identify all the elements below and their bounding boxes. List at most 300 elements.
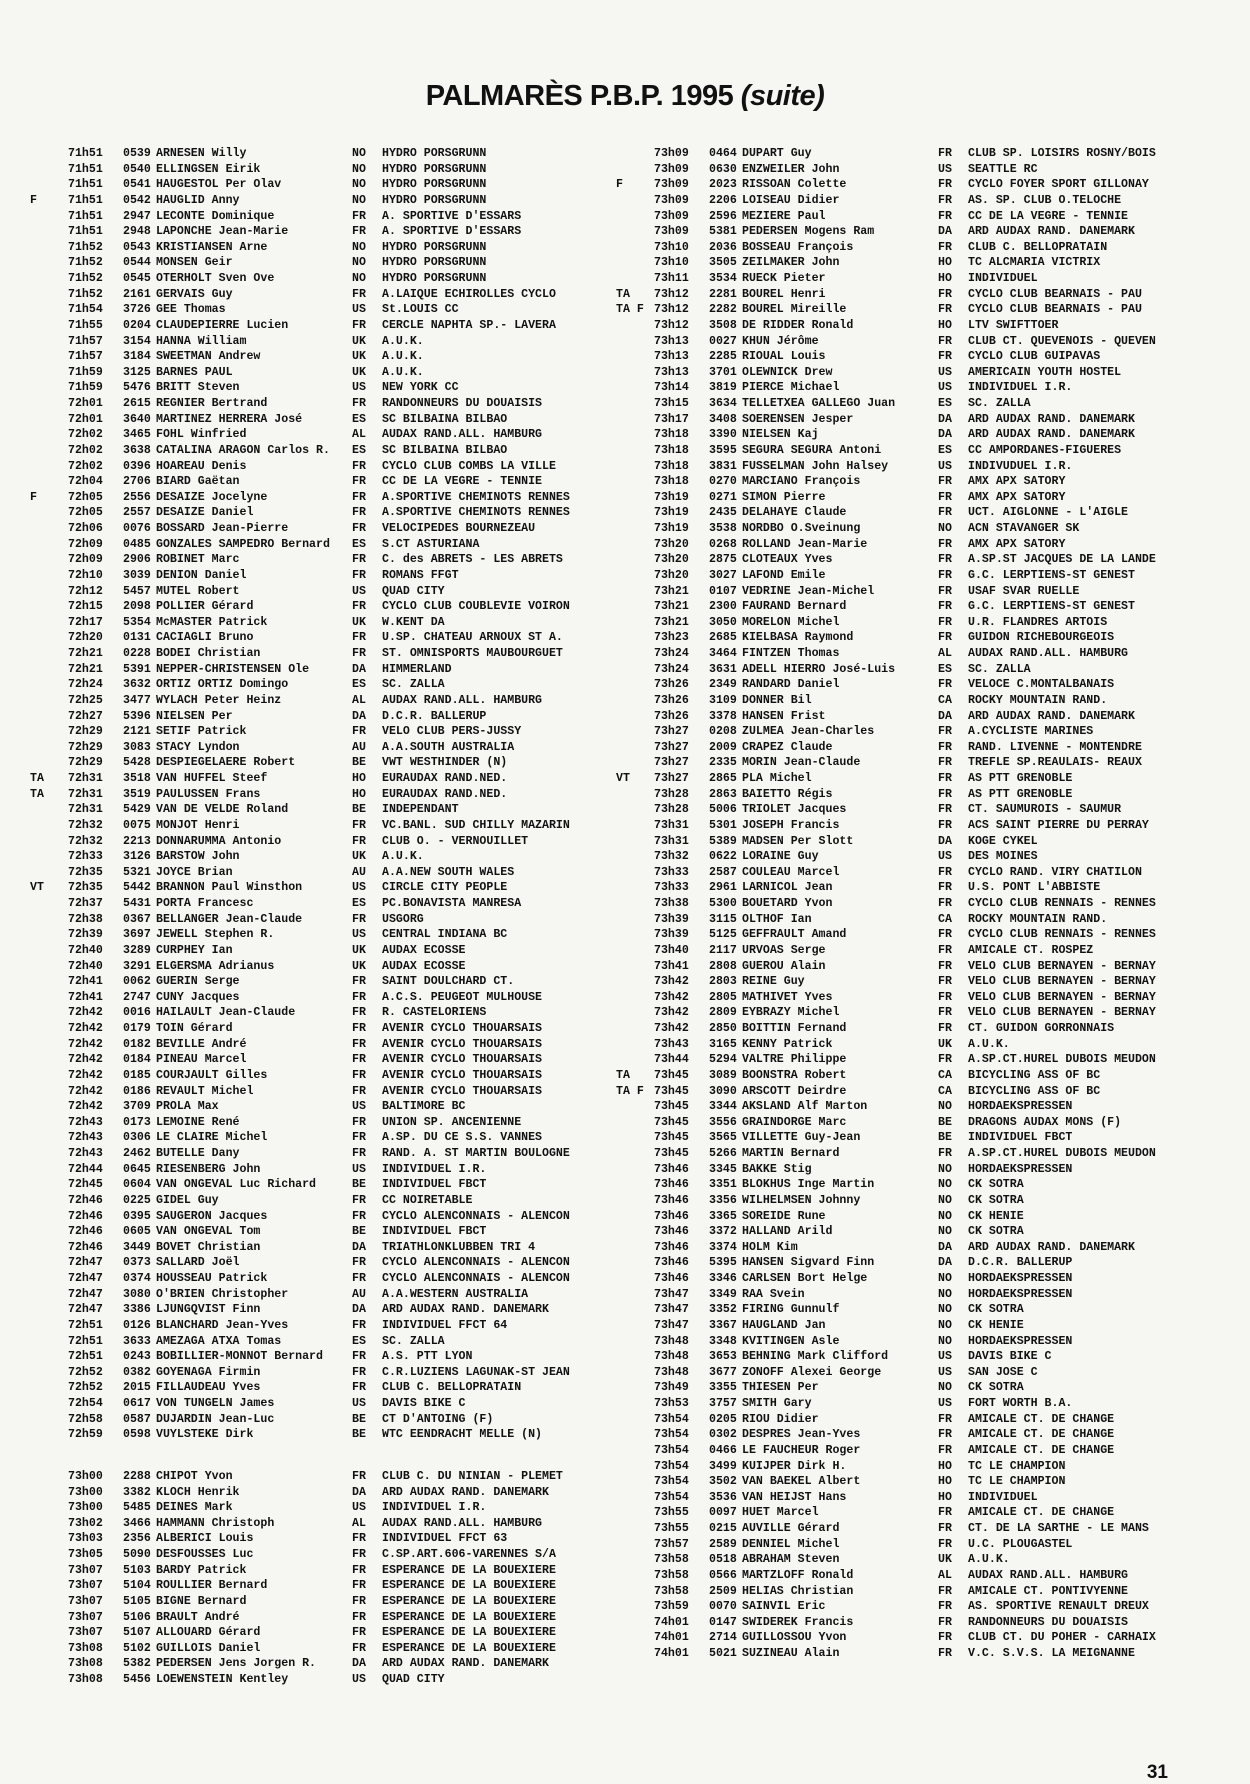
- result-row: [0, 1271, 620, 1287]
- rider-number: 0302: [709, 1428, 737, 1442]
- rider-number: 3378: [709, 709, 737, 723]
- nationality: US: [352, 303, 366, 317]
- rider-number: 2809: [709, 1006, 737, 1020]
- rider-name: BUTELLE Dany: [156, 1147, 240, 1160]
- rider-number: 0228: [123, 647, 151, 660]
- result-row: [612, 1630, 1242, 1646]
- nationality: US: [352, 1501, 366, 1515]
- club-name: CK SOTRA: [968, 1225, 1024, 1239]
- rider-name: ZULMEA Jean-Charles: [742, 725, 875, 739]
- finish-time: 73h26: [654, 678, 689, 692]
- nationality: FR: [352, 490, 366, 504]
- nationality: FR: [938, 928, 952, 942]
- finish-time: 73h11: [654, 272, 689, 285]
- nationality: DA: [352, 1485, 366, 1499]
- club-name: A.A.SOUTH AUSTRALIA: [382, 740, 515, 754]
- rider-number: 0182: [123, 1037, 151, 1051]
- finish-time: 72h33: [68, 850, 103, 864]
- nationality: DA: [938, 834, 952, 848]
- club-name: CLUB CT. DU POHER - CARHAIX: [968, 1631, 1156, 1645]
- result-row: [612, 1427, 1242, 1443]
- result-row: [612, 162, 1242, 178]
- rider-number: 3154: [123, 334, 151, 348]
- club-name: BALTIMORE BC: [382, 1100, 466, 1114]
- nationality: US: [352, 1100, 366, 1114]
- finish-time: 73h45: [654, 1131, 689, 1145]
- finish-time: 72h27: [68, 709, 103, 723]
- finish-time: 72h02: [68, 459, 103, 473]
- club-name: CLUB C. DU NINIAN - PLEMET: [382, 1469, 563, 1483]
- finish-time: 73h27: [654, 725, 689, 739]
- finish-time: 73h13: [654, 350, 689, 364]
- club-name: WTC EENDRACHT MELLE (N): [382, 1428, 543, 1442]
- rider-name: VAN HUFFEL Steef: [156, 772, 268, 785]
- club-name: St.LOUIS CC: [382, 303, 459, 317]
- category-flag: F: [30, 490, 37, 504]
- finish-time: 74h01: [654, 1631, 689, 1645]
- nationality: HO: [352, 772, 366, 785]
- finish-time: 72h25: [68, 693, 103, 707]
- rider-name: PEDERSEN Jens Jorgen R.: [156, 1657, 317, 1671]
- nationality: DA: [938, 709, 952, 723]
- rider-number: 0617: [123, 1397, 151, 1410]
- page-number: 31: [1146, 1762, 1168, 1783]
- result-row: [612, 1209, 1242, 1225]
- rider-number: 0540: [123, 162, 151, 176]
- nationality: DA: [352, 1657, 366, 1671]
- rider-number: 0518: [709, 1553, 737, 1567]
- rider-name: ARNESEN Willy: [156, 147, 247, 160]
- nationality: FR: [938, 615, 952, 629]
- result-row: [612, 1193, 1242, 1209]
- result-row: [0, 1641, 620, 1657]
- nationality: FR: [352, 522, 366, 535]
- category-flag: TA F: [616, 303, 644, 317]
- finish-time: 73h18: [654, 459, 689, 473]
- rider-name: ARSCOTT Deirdre: [742, 1084, 847, 1098]
- finish-time: 72h02: [68, 428, 103, 442]
- nationality: FR: [938, 178, 952, 192]
- rider-number: 5457: [123, 584, 151, 598]
- result-row: [612, 1490, 1242, 1506]
- rider-name: DESPRES Jean-Yves: [742, 1428, 861, 1442]
- finish-time: 72h52: [68, 1381, 103, 1395]
- nationality: FR: [352, 1318, 366, 1332]
- rider-number: 0382: [123, 1365, 151, 1379]
- finish-time: 73h19: [654, 506, 689, 520]
- result-row: [612, 912, 1242, 928]
- rider-name: PLA Michel: [742, 772, 812, 785]
- result-row: [0, 1625, 620, 1641]
- club-name: A.SP. DU CE S.S. VANNES: [382, 1131, 543, 1145]
- club-name: CLUB SP. LOISIRS ROSNY/BOIS: [968, 147, 1156, 160]
- rider-number: 0131: [123, 631, 151, 645]
- result-row: [612, 537, 1242, 553]
- club-name: CYCLO CLUB BEARNAIS - PAU: [968, 287, 1142, 301]
- club-name: A.U.K.: [382, 850, 424, 864]
- result-row: [612, 1115, 1242, 1131]
- result-row: [612, 240, 1242, 256]
- rider-number: 3090: [709, 1084, 737, 1098]
- finish-time: 73h21: [654, 584, 689, 598]
- finish-time: 73h09: [654, 209, 689, 223]
- rider-number: 0630: [709, 162, 737, 176]
- nationality: ES: [352, 412, 366, 426]
- finish-time: 73h55: [654, 1522, 689, 1535]
- rider-name: BEVILLE André: [156, 1037, 247, 1051]
- rider-name: VILLETTE Guy-Jean: [742, 1131, 861, 1145]
- nationality: AL: [352, 693, 366, 707]
- finish-time: 73h18: [654, 428, 689, 442]
- nationality: US: [938, 381, 952, 395]
- rider-number: 5382: [123, 1657, 151, 1671]
- nationality: FR: [938, 772, 952, 785]
- club-name: TC ALCMARIA VICTRIX: [968, 256, 1101, 270]
- finish-time: 73h53: [654, 1397, 689, 1410]
- club-name: A.A.NEW SOUTH WALES: [382, 865, 515, 879]
- rider-name: LOEWENSTEIN Kentley: [156, 1673, 289, 1686]
- club-name: SC BILBAINA BILBAO: [382, 443, 508, 457]
- result-row: [0, 1516, 620, 1532]
- result-row: [612, 943, 1242, 959]
- result-row: [0, 880, 620, 896]
- club-name: USGORG: [382, 912, 424, 926]
- rider-name: MARTZLOFF Ronald: [742, 1568, 854, 1582]
- club-name: USAF SVAR RUELLE: [968, 584, 1080, 598]
- rider-name: LE FAUCHEUR Roger: [742, 1443, 861, 1457]
- result-row: [0, 349, 620, 365]
- nationality: FR: [938, 1428, 952, 1442]
- club-name: SAN JOSE C: [968, 1365, 1038, 1379]
- finish-time: 73h18: [654, 475, 689, 489]
- nationality: FR: [938, 1443, 952, 1457]
- rider-number: 5389: [709, 834, 737, 848]
- club-name: INDIVIDUEL FFCT 63: [382, 1532, 508, 1546]
- finish-time: 73h09: [654, 147, 689, 160]
- nationality: FR: [938, 1006, 952, 1020]
- result-row: [0, 162, 620, 178]
- result-row: [612, 755, 1242, 771]
- finish-time: 73h10: [654, 240, 689, 254]
- nationality: FR: [352, 1006, 366, 1020]
- rider-number: 5104: [123, 1579, 151, 1593]
- rider-number: 2098: [123, 600, 151, 614]
- result-row: [612, 1162, 1242, 1178]
- result-row: [0, 1485, 620, 1501]
- rider-number: 3039: [123, 568, 151, 582]
- rider-number: 5106: [123, 1610, 151, 1624]
- rider-number: 2808: [709, 959, 737, 973]
- club-name: GUIDON RICHEBOURGEOIS: [968, 631, 1115, 645]
- club-name: RAND. A. ST MARTIN BOULOGNE: [382, 1147, 570, 1160]
- result-row: [612, 1005, 1242, 1021]
- nationality: FR: [352, 1037, 366, 1051]
- club-name: CYCLO CLUB RENNAIS - RENNES: [968, 928, 1156, 942]
- rider-number: 2015: [123, 1381, 151, 1395]
- nationality: FR: [938, 1600, 952, 1614]
- nationality: FR: [938, 350, 952, 364]
- nationality: FR: [938, 537, 952, 551]
- rider-number: 0598: [123, 1428, 151, 1442]
- rider-name: PAULUSSEN Frans: [156, 787, 261, 801]
- rider-name: ROULLIER Bernard: [156, 1579, 268, 1593]
- finish-time: 73h41: [654, 959, 689, 973]
- nationality: FR: [938, 584, 952, 598]
- rider-number: 0605: [123, 1225, 151, 1239]
- rider-name: JEWELL Stephen R.: [156, 928, 275, 942]
- result-row: [0, 1469, 620, 1485]
- club-name: ARD AUDAX RAND. DANEMARK: [968, 1240, 1135, 1254]
- rider-name: BRITT Steven: [156, 381, 240, 395]
- rider-number: 5456: [123, 1673, 151, 1686]
- result-row: [612, 224, 1242, 240]
- club-name: A.SP.ST JACQUES DE LA LANDE: [968, 553, 1156, 567]
- nationality: FR: [352, 209, 366, 223]
- result-row: [612, 724, 1242, 740]
- finish-time: 73h21: [654, 600, 689, 614]
- rider-name: CLAUDEPIERRE Lucien: [156, 318, 289, 332]
- rider-name: DESPIEGELAERE Robert: [156, 756, 296, 770]
- rider-number: 0542: [123, 193, 151, 207]
- result-row: [0, 412, 620, 428]
- nationality: FR: [938, 568, 952, 582]
- rider-name: HELIAS Christian: [742, 1584, 854, 1598]
- result-row: [0, 1146, 620, 1162]
- nationality: FR: [352, 990, 366, 1004]
- rider-name: VEDRINE Jean-Michel: [742, 584, 875, 598]
- rider-number: 5391: [123, 662, 151, 676]
- club-name: HORDAEKSPRESSEN: [968, 1334, 1073, 1348]
- result-row: [0, 193, 620, 209]
- rider-number: 3109: [709, 693, 737, 707]
- rider-name: SAUGERON Jacques: [156, 1209, 268, 1223]
- result-row: [612, 302, 1242, 318]
- nationality: FR: [352, 912, 366, 926]
- result-row: [612, 146, 1242, 162]
- rider-number: 3726: [123, 303, 151, 317]
- nationality: BE: [352, 1428, 366, 1442]
- rider-name: BIARD Gaëtan: [156, 475, 240, 489]
- nationality: FR: [938, 881, 952, 895]
- nationality: UK: [352, 959, 366, 973]
- finish-time: 72h39: [68, 928, 103, 942]
- nationality: FR: [352, 1068, 366, 1082]
- rider-name: ZEILMAKER John: [742, 256, 840, 270]
- nationality: UK: [938, 1553, 952, 1567]
- club-name: A.C.S. PEUGEOT MULHOUSE: [382, 990, 543, 1004]
- rider-name: HANNA William: [156, 334, 247, 348]
- rider-number: 0543: [123, 240, 151, 254]
- result-row: [0, 1547, 620, 1563]
- rider-name: PINEAU Marcel: [156, 1053, 247, 1067]
- result-row: [0, 662, 620, 678]
- rider-number: 0225: [123, 1193, 151, 1207]
- finish-time: 71h51: [68, 193, 103, 207]
- nationality: UK: [352, 615, 366, 629]
- rider-name: MADSEN Per Slott: [742, 834, 854, 848]
- rider-number: 3382: [123, 1485, 151, 1499]
- rider-number: 3499: [709, 1459, 737, 1473]
- club-name: VELOCIPEDES BOURNEZEAU: [382, 522, 536, 535]
- rider-name: NIELSEN Kaj: [742, 428, 819, 442]
- result-row: [612, 568, 1242, 584]
- nationality: FR: [352, 475, 366, 489]
- finish-time: 73h45: [654, 1147, 689, 1160]
- nationality: AL: [938, 647, 952, 660]
- result-row: [612, 584, 1242, 600]
- club-name: A.SP.CT.HUREL DUBOIS MEUDON: [968, 1053, 1156, 1067]
- rider-number: 0541: [123, 178, 151, 192]
- finish-time: 72h51: [68, 1318, 103, 1332]
- rider-number: 3089: [709, 1068, 737, 1082]
- nationality: FR: [352, 1532, 366, 1546]
- result-row: [0, 318, 620, 334]
- rider-number: 2435: [709, 506, 737, 520]
- rider-number: 3374: [709, 1240, 737, 1254]
- rider-number: 3508: [709, 318, 737, 332]
- result-row: [0, 1427, 620, 1443]
- nationality: FR: [938, 803, 952, 817]
- result-row: [0, 1037, 620, 1053]
- club-name: VELO CLUB BERNAYEN - BERNAY: [968, 1006, 1156, 1020]
- rider-number: 0373: [123, 1256, 151, 1270]
- rider-name: HUET Marcel: [742, 1506, 819, 1520]
- nationality: FR: [938, 553, 952, 567]
- rider-name: REGNIER Bertrand: [156, 397, 268, 410]
- rider-number: 2281: [709, 287, 737, 301]
- nationality: FR: [938, 897, 952, 910]
- nationality: BE: [938, 1115, 952, 1129]
- nationality: UK: [352, 365, 366, 379]
- club-name: HORDAEKSPRESSEN: [968, 1272, 1073, 1285]
- rider-number: 5442: [123, 881, 151, 895]
- club-name: AMICALE CT. DE CHANGE: [968, 1443, 1115, 1457]
- finish-time: 73h00: [68, 1469, 103, 1483]
- rider-number: 3365: [709, 1209, 737, 1223]
- club-name: AVENIR CYCLO THOUARSAIS: [382, 1068, 543, 1082]
- rider-name: MORIN Jean-Claude: [742, 756, 861, 770]
- club-name: ARD AUDAX RAND. DANEMARK: [382, 1303, 549, 1317]
- rider-name: PIERCE Michael: [742, 381, 840, 395]
- rider-name: DONNARUMMA Antonio: [156, 834, 282, 848]
- finish-time: 71h59: [68, 365, 103, 379]
- nationality: CA: [938, 912, 952, 926]
- club-name: CYCLO RAND. VIRY CHATILON: [968, 865, 1142, 879]
- result-row: [612, 1037, 1242, 1053]
- rider-number: 3466: [123, 1516, 151, 1530]
- nationality: AL: [352, 428, 366, 442]
- rider-number: 2947: [123, 209, 151, 223]
- rider-name: GEE Thomas: [156, 303, 226, 317]
- rider-name: HOLM Kim: [742, 1240, 798, 1254]
- rider-name: THIESEN Per: [742, 1381, 819, 1395]
- rider-number: 3356: [709, 1193, 737, 1207]
- club-name: VC.BANL. SUD CHILLY MAZARIN: [382, 818, 570, 832]
- finish-time: 73h20: [654, 568, 689, 582]
- finish-time: 73h46: [654, 1193, 689, 1207]
- finish-time: 73h54: [654, 1443, 689, 1457]
- rider-number: 3372: [709, 1225, 737, 1239]
- nationality: DA: [352, 709, 366, 723]
- rider-number: 3519: [123, 787, 151, 801]
- finish-time: 73h45: [654, 1084, 689, 1098]
- rider-name: CUNY Jacques: [156, 990, 240, 1004]
- nationality: FR: [352, 1256, 366, 1270]
- finish-time: 73h07: [68, 1626, 103, 1640]
- club-name: R. CASTELORIENS: [382, 1006, 487, 1020]
- rider-name: GUEROU Alain: [742, 959, 826, 973]
- rider-number: 3697: [123, 928, 151, 942]
- result-row: [612, 318, 1242, 334]
- rider-number: 5125: [709, 928, 737, 942]
- rider-name: VAN HEIJST Hans: [742, 1490, 847, 1504]
- club-name: C.R.LUZIENS LAGUNAK-ST JEAN: [382, 1365, 570, 1379]
- nationality: FR: [352, 1022, 366, 1035]
- finish-time: 72h47: [68, 1272, 103, 1285]
- finish-time: 72h09: [68, 537, 103, 551]
- rider-name: OLEWNICK Drew: [742, 365, 833, 379]
- rider-name: BOUREL Henri: [742, 287, 826, 301]
- finish-time: 71h57: [68, 334, 103, 348]
- rider-number: 5354: [123, 615, 151, 629]
- rider-name: REINE Guy: [742, 975, 805, 989]
- page-title: [0, 80, 1250, 113]
- result-row: [0, 1302, 620, 1318]
- nationality: NO: [938, 1209, 952, 1223]
- nationality: CA: [938, 1084, 952, 1098]
- nationality: DA: [938, 428, 952, 442]
- finish-time: 73h46: [654, 1256, 689, 1270]
- rider-name: HAUGLAND Jan: [742, 1318, 826, 1332]
- rider-number: 0622: [709, 850, 737, 864]
- rider-name: PROLA Max: [156, 1100, 219, 1114]
- rider-name: KRISTIANSEN Arne: [156, 240, 268, 254]
- rider-number: 3291: [123, 959, 151, 973]
- result-row: [0, 693, 620, 709]
- rider-number: 5294: [709, 1053, 737, 1067]
- club-name: CT. GUIDON GORRONNAIS: [968, 1022, 1115, 1035]
- rider-number: 3184: [123, 350, 151, 364]
- finish-time: 72h21: [68, 647, 103, 660]
- result-row: [0, 1255, 620, 1271]
- rider-number: 5431: [123, 897, 151, 910]
- club-name: HYDRO PORSGRUNN: [382, 178, 487, 192]
- rider-name: HAMMANN Christoph: [156, 1516, 275, 1530]
- club-name: CYCLO CLUB COMBS LA VILLE: [382, 459, 556, 473]
- rider-name: KENNY Patrick: [742, 1037, 833, 1051]
- rider-number: 0645: [123, 1162, 151, 1176]
- finish-time: 74h01: [654, 1615, 689, 1629]
- rider-name: GONZALES SAMPEDRO Bernard: [156, 537, 330, 551]
- category-flag: F: [616, 178, 623, 192]
- rider-name: KUIJPER Dirk H.: [742, 1459, 847, 1473]
- rider-name: ELGERSMA Adrianus: [156, 959, 275, 973]
- finish-time: 73h27: [654, 740, 689, 754]
- rider-name: NEPPER-CHRISTENSEN Ole: [156, 662, 310, 676]
- result-row: [612, 896, 1242, 912]
- nationality: FR: [938, 725, 952, 739]
- nationality: UK: [352, 850, 366, 864]
- result-row: [0, 927, 620, 943]
- nationality: FR: [352, 1053, 366, 1067]
- nationality: FR: [352, 1626, 366, 1640]
- finish-time: 73h33: [654, 865, 689, 879]
- finish-time: 71h52: [68, 287, 103, 301]
- rider-name: OTERHOLT Sven Ove: [156, 272, 275, 285]
- rider-number: 0268: [709, 537, 737, 551]
- rider-name: FILLAUDEAU Yves: [156, 1381, 261, 1395]
- result-row: [612, 1130, 1242, 1146]
